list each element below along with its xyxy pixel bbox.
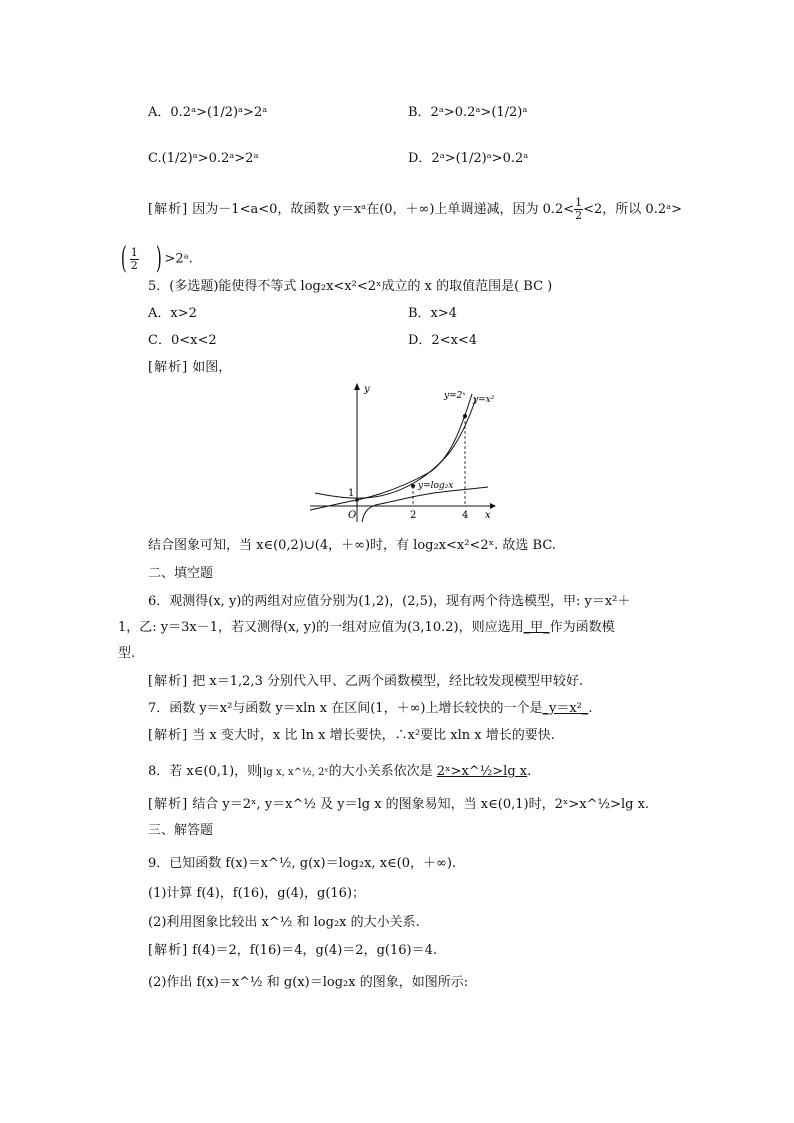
q9-part2: (2)利用图象比较出 x^½ 和 log₂x 的大小关系. [148,915,420,930]
q8-stem: 8．若 x∈(0,1)，则 lg x, x^½, 2ˣ的大小关系依次是 2ˣ>x^½>lg x. [148,764,532,779]
fraction-half: $\frac{1}{2}$ [575,196,583,222]
q4-option-a: A．0.2ᵃ>(1/2)ᵃ>2ᵃ [148,105,268,120]
q9-analysis [148,942,437,960]
tick-label-2: 2 [410,510,417,521]
label-log: y=log₂x [418,481,454,491]
q6-line2-b: 作为函数模 [549,620,615,635]
function-graph-figure [310,382,500,524]
q6-line2 [118,619,615,637]
section-solve: 三、解答题 [148,823,214,838]
q5-option-c: C．0<x<2 [148,333,217,348]
x-axis-label: x [485,510,491,521]
y-axis-arrow [354,383,360,390]
point-y1 [355,498,359,502]
curve-square [310,394,472,510]
analysis-label: [解析] [148,674,189,689]
q6-line3: 型. [118,646,136,661]
origin-label: O [348,510,357,521]
analysis-label: [解析] [148,797,189,812]
analysis-label: [解析] [148,728,189,743]
tick-label-4: 4 [462,510,469,521]
q8-stem-a: 8．若 x∈(0,1)，则 [148,764,261,779]
y-axis-label: y [364,384,370,395]
q9-stem: 9．已知函数 f(x)＝x^½, g(x)＝log₂x, x∈(0，＋∞). [148,856,457,871]
q4-option-d: D．2ᵃ>(1/2)ᵃ>0.2ᵃ [408,151,529,166]
q5-analysis [148,359,231,377]
q7-analysis [148,727,555,745]
analysis-label: [解析] [148,943,189,958]
q7-stem-text: 7．函数 y＝x²与函数 y＝xln x 在区间(1，＋∞)上增长较快的一个是 [148,701,543,716]
q8-analysis [148,796,649,814]
q6-analysis [148,673,583,691]
q6-line1: 6．观测得(x, y)的两组对应值分别为(1,2)，(2,5)，现有两个待选模型，甲: y＝x²＋ [148,594,631,609]
x-axis-arrow [490,503,496,509]
q6-line2-a: 1，乙: y＝3x－1，若又测得(x, y)的一组对应值为(3,10.2)，则应选用 [118,620,524,635]
q5-option-a: A．x>2 [148,306,197,321]
q7-analysis-text: 当 x 变大时，x 比 ln x 增长要快，∴x²要比 xln x 增长的要快. [192,728,555,743]
q8-analysis-b: 2ˣ>x^½>lg x. [554,797,650,812]
q5-stem: 5．(多选题)能使得不等式 log₂x<x²<2ˣ成立的 x 的取值范围是( BC ) [148,279,553,294]
q8-analysis-text: 结合 y＝2ˣ, y＝x^½ 及 y＝lg x 的图象易知，当 x∈(0,1)时， [192,797,555,812]
q4-analysis-end: >2ᵃ. [164,251,193,267]
label-square: y=x² [473,395,495,405]
q8-answer: 2ˣ>x^½>lg x [436,764,528,779]
q9-part2-answer: (2)作出 f(x)＝x^½ 和 g(x)＝log₂x 的图象，如图所示: [148,975,469,990]
q4-analysis [148,197,682,222]
q4-option-b: B．2ᵃ>0.2ᵃ>(1/2)ᵃ [408,105,528,120]
q4-analysis-text-b: <2，所以 0.2ᵃ> [583,202,683,217]
fraction-paren: ( $\frac{1}{2}$ ) [120,241,162,276]
label-exp: y=2ˣ [444,391,466,401]
analysis-label: [解析] [148,202,189,217]
q5-option-d: D．2<x<4 [408,333,478,348]
point-x2 [411,484,415,488]
q9-analysis-text: f(4)＝2，f(16)＝4，g(4)＝2，g(16)＝4. [192,943,437,958]
q6-analysis-text: 把 x＝1,2,3 分别代入甲、乙两个函数模型，经比较发现模型甲较好. [192,674,584,689]
analysis-label: [解析] [148,360,189,375]
q6-answer: _甲_ [523,620,550,635]
tick-label-1: 1 [348,488,355,499]
q5-analysis-text: 如图， [192,360,232,375]
q8-set: lg x, x^½, 2ˣ [260,767,328,778]
q4-option-c: C.(1/2)ᵃ>0.2ᵃ>2ᵃ [148,151,259,166]
point-x4 [463,414,467,418]
q5-conclusion: 结合图象可知，当 x∈(0,2)∪(4，＋∞)时，有 log₂x<x²<2ˣ. 故选 BC. [148,538,556,553]
q7-answer: _y＝x²_ [542,701,589,716]
q9-part1: (1)计算 f(4)，f(16)，g(4)，g(16)； [148,886,366,901]
q4-analysis-text: 因为－1<a<0，故函数 y＝xᵃ在(0，＋∞)上单调递减，因为 0.2< [192,202,575,217]
q8-stem-b: 的大小关系依次是 [328,764,433,779]
q4-analysis-cont [118,241,193,276]
q7-stem: 7．函数 y＝x²与函数 y＝xln x 在区间(1，＋∞)上增长较快的一个是_y＝x²_. [148,701,593,716]
curve-log [362,487,488,522]
q5-option-b: B．x>4 [408,306,458,321]
section-fill-in: 二、填空题 [148,566,214,581]
